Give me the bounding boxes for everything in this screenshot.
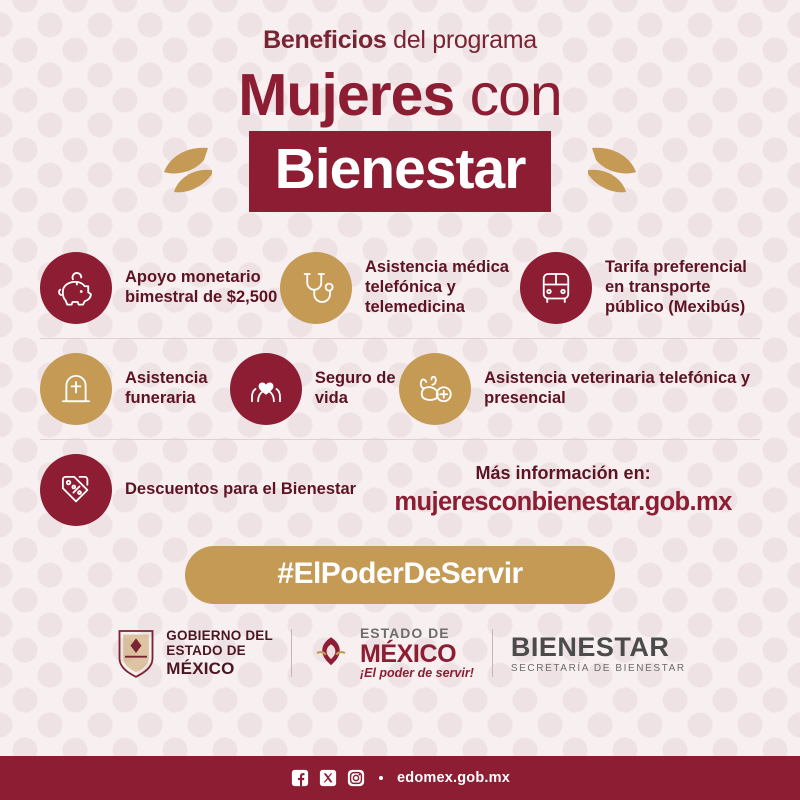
edomex-line-3: ¡El poder de servir! xyxy=(359,666,474,681)
more-info-label: Más información en: xyxy=(475,463,651,484)
benefit-label: Tarifa preferencial en transporte público (Mexibús) xyxy=(605,258,747,317)
benefits-row-1 xyxy=(40,238,760,338)
pet-medical-icon xyxy=(399,353,471,425)
benefit-asistencia-veterinaria xyxy=(399,353,760,425)
benefit-tarifa-transporte xyxy=(520,252,760,324)
more-info-website[interactable]: mujeresconbienestar.gob.mx xyxy=(394,488,732,517)
bus-icon xyxy=(520,252,592,324)
bienestar-line-2: SECRETARÍA DE BIENESTAR xyxy=(510,663,686,675)
benefit-asistencia-medica xyxy=(280,252,520,324)
eyebrow-bold: Beneficios xyxy=(263,26,387,54)
logo-strip xyxy=(0,626,800,680)
footer-bar xyxy=(0,756,800,800)
edomex-line-2: MÉXICO xyxy=(359,639,457,668)
eyebrow-text xyxy=(0,26,800,55)
benefit-descuentos-bienestar xyxy=(40,454,356,526)
gobierno-line-1: GOBIERNO DEL xyxy=(166,627,273,643)
benefit-label: Asistencia médica telefónica y telemedicina xyxy=(365,258,509,317)
bienestar-text xyxy=(511,632,686,674)
logo-gobierno-edomex xyxy=(96,627,291,679)
benefit-label: Seguro de vida xyxy=(314,369,396,408)
benefits-row-3 xyxy=(40,439,760,540)
separator-dot xyxy=(379,776,383,780)
x-twitter-icon[interactable] xyxy=(318,769,337,788)
coat-of-arms-icon xyxy=(114,627,158,679)
gobierno-line-2: ESTADO DE xyxy=(166,643,246,659)
benefit-label: Asistencia funeraria xyxy=(125,369,208,408)
title-con: con xyxy=(454,62,562,128)
benefit-label: Asistencia veterinaria telefónica y presencial xyxy=(484,369,751,408)
eyebrow-light: del programa xyxy=(386,26,537,54)
bienestar-line-1: BIENESTAR xyxy=(510,632,670,663)
facebook-icon[interactable] xyxy=(290,769,309,788)
more-info-block xyxy=(356,463,760,517)
hashtag-text: #ElPoderDeServir xyxy=(277,557,523,591)
discount-tags-icon xyxy=(40,454,112,526)
tombstone-icon xyxy=(40,353,112,425)
edomex-line-1: ESTADO DE xyxy=(359,625,450,642)
edomex-text xyxy=(360,626,474,680)
hashtag-banner xyxy=(185,546,615,604)
footer-website[interactable]: edomex.gob.mx xyxy=(397,770,510,786)
benefit-asistencia-funeraria xyxy=(40,353,230,425)
edomex-bird-icon xyxy=(310,632,352,674)
title-line-2-wrapper xyxy=(0,131,800,212)
benefit-apoyo-monetario xyxy=(40,252,280,324)
benefit-label: Apoyo monetario bimestral de $2,500 xyxy=(125,268,278,307)
title-mujeres: Mujeres xyxy=(238,62,455,128)
title-line-1 xyxy=(0,62,800,128)
hands-heart-icon xyxy=(230,353,302,425)
stethoscope-icon xyxy=(280,252,352,324)
instagram-icon[interactable] xyxy=(346,769,365,788)
title-bienestar: Bienestar xyxy=(249,131,552,212)
piggy-bank-icon xyxy=(40,252,112,324)
benefit-label: Descuentos para el Bienestar xyxy=(125,480,357,499)
gobierno-text xyxy=(166,628,273,679)
logo-edomex xyxy=(292,626,492,680)
logo-bienestar xyxy=(493,632,704,674)
poster-header xyxy=(0,0,800,212)
benefit-seguro-de-vida xyxy=(230,353,399,425)
benefits-row-2 xyxy=(40,338,760,439)
benefits-list xyxy=(0,238,800,540)
gobierno-line-3: MÉXICO xyxy=(166,658,235,678)
